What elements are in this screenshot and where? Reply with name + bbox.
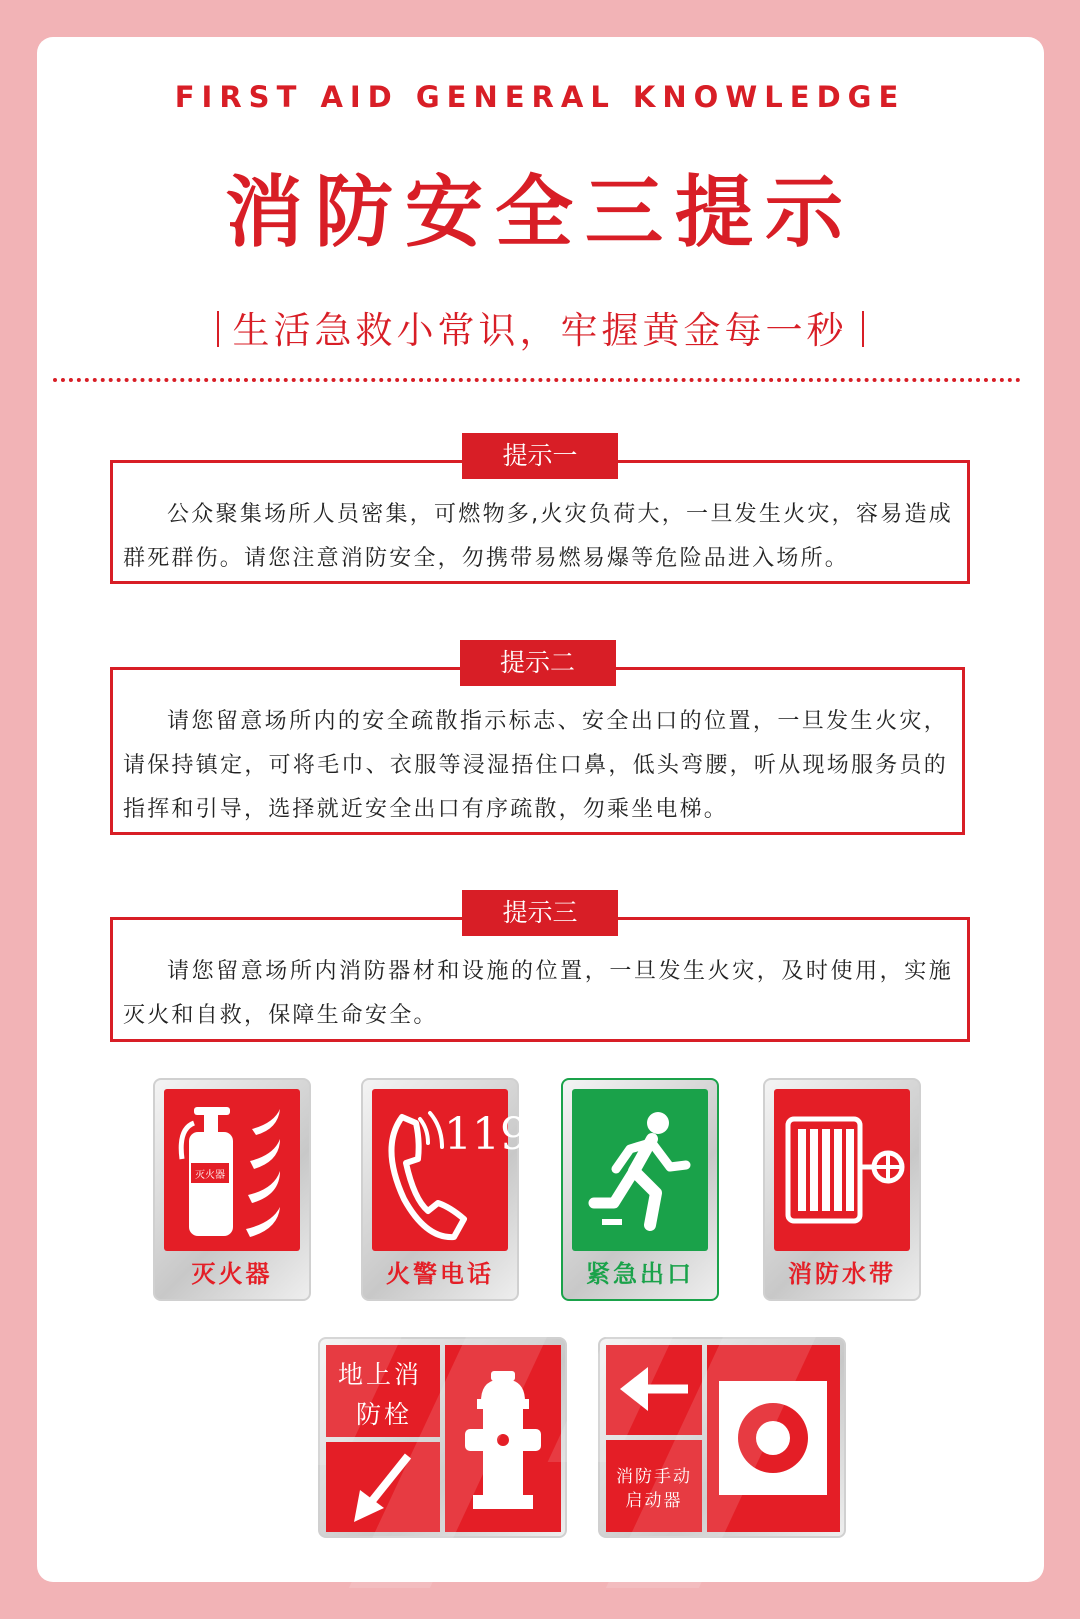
alarm-label-line2: 启动器 [625,1491,683,1511]
hydrant-label-cell [326,1345,440,1437]
sign-label: 火警电话 [386,1260,494,1288]
sign-emergency-exit [561,1078,719,1301]
tip-label-2: 提示二 [460,640,616,686]
phone-number: 119 [444,1109,528,1160]
tip-label-1: 提示一 [462,433,618,479]
sign-label: 灭火器 [191,1260,273,1288]
sign-panel [164,1089,300,1251]
sign-fire-extinguisher [153,1078,311,1301]
subtitle-bar-left [217,311,219,347]
tip-text-3: 请您留意场所内消防器材和设施的位置，一旦发生火灾，及时使用，实施灭火和自救，保障生命安全。 [123,959,953,1028]
main-title: 消防安全三提示 [224,167,855,258]
fire-hose-icon [774,1089,912,1251]
dotted-divider [53,378,1021,382]
sign-panel [572,1089,708,1251]
subtitle [0,300,1080,354]
tip-box-2 [110,648,965,835]
sign-label: 紧急出口 [586,1260,694,1288]
sign-panel [774,1089,910,1251]
sign-panel [372,1089,528,1251]
tip-box-3 [110,898,970,1042]
english-title: FIRST AID GENERAL KNOWLEDGE [174,80,906,114]
sign-manual-alarm [598,1337,846,1538]
sign-label: 消防水带 [788,1260,896,1288]
sign-fire-hose [763,1078,921,1301]
sign-fire-phone [361,1078,528,1301]
sign-ground-hydrant [318,1337,567,1538]
running-man-icon [572,1089,710,1251]
fire-extinguisher-icon [164,1089,302,1251]
alarm-label-line1: 消防手动 [616,1467,692,1487]
tip-label-3: 提示三 [462,890,618,936]
tip-box-1 [110,441,970,584]
hydrant-label-line2: 防栓 [356,1400,413,1429]
extinguisher-tag: 灭火器 [195,1170,225,1181]
tip-text-1: 公众聚集场所人员密集，可燃物多,火灾负荷大，一旦发生火灾，容易造成群死群伤。请您注意消防安全，勿携带易燃易爆等危险品进入场所。 [123,502,953,571]
subtitle-text: 生活急救小常识，牢握黄金每一秒 [232,309,848,352]
alarm-icon-cell [707,1345,840,1532]
hydrant-icon-cell [445,1345,561,1532]
hydrant-label-line1: 地上消 [338,1360,423,1389]
tip-text-2: 请您留意场所内的安全疏散指示标志、安全出口的位置，一旦发生火灾，请保持镇定，可将毛巾、衣服等浸湿捂住口鼻，低头弯腰，听从现场服务员的指挥和引导，选择就近安全出口有序疏散，勿乘坐电梯。 [123,709,948,822]
subtitle-bar-right [862,311,864,347]
